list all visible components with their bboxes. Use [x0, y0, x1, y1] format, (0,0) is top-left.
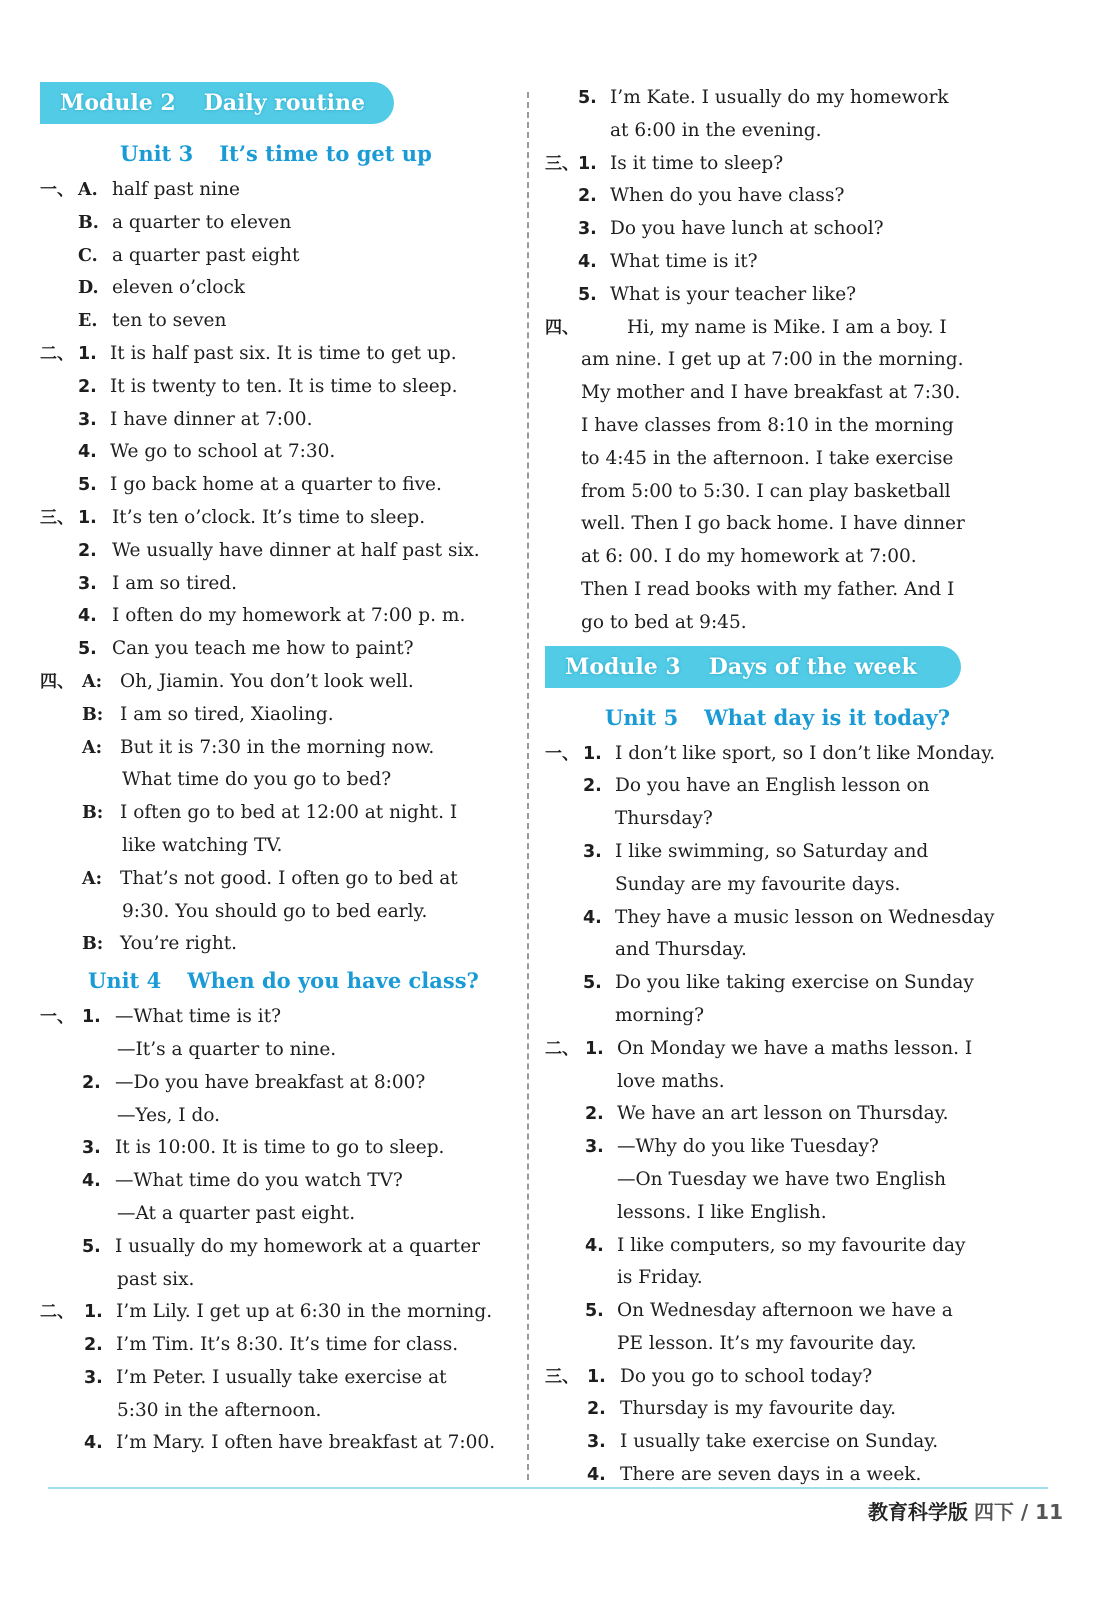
answer-text: I am so tired. — [112, 572, 238, 594]
answer-text: It is half past six. It is time to get up. — [110, 342, 457, 364]
answer-text: We go to school at 7:30. — [110, 441, 336, 463]
answer-line — [545, 180, 1020, 213]
answer-line — [545, 115, 1020, 148]
answer-text: Then I read books with my father. And I — [581, 578, 955, 600]
answer-line — [545, 148, 1020, 181]
answer-text: What time do you go to bed? — [122, 769, 392, 791]
answer-line — [40, 1132, 520, 1165]
answer-text: We usually have dinner at half past six. — [112, 539, 480, 561]
answer-text: lessons. I like English. — [617, 1201, 827, 1223]
answer-line — [40, 1067, 520, 1100]
answer-text: am nine. I get up at 7:00 in the morning. — [581, 349, 964, 371]
item-number: 4. — [583, 907, 602, 928]
item-number: 1. — [78, 343, 97, 364]
answer-text: They have a music lesson on Wednesday — [615, 906, 995, 928]
answer-line — [40, 535, 520, 568]
answer-text: I’m Lily. I get up at 6:30 in the morning. — [116, 1301, 493, 1323]
answer-line — [40, 436, 520, 469]
item-number: 1. — [578, 153, 597, 174]
answer-line — [40, 1034, 520, 1067]
answer-text: But it is 7:30 in the morning now. — [120, 736, 435, 758]
answer-text: at 6: 00. I do my homework at 7:00. — [581, 546, 917, 568]
answer-line — [545, 1000, 1020, 1033]
answer-text: I usually do my homework at a quarter — [115, 1235, 481, 1257]
section-number: 三、 — [545, 1366, 579, 1387]
answer-line — [40, 830, 520, 863]
answer-text: —At a quarter past eight. — [117, 1202, 356, 1224]
answer-line — [40, 600, 520, 633]
answer-line — [40, 469, 520, 502]
module-title: Days of the week — [708, 653, 917, 680]
item-number: 4. — [84, 1433, 103, 1454]
answer-text: On Wednesday afternoon we have a — [617, 1300, 953, 1322]
item-number: 5. — [578, 88, 597, 108]
item-number: A: — [82, 868, 103, 889]
answer-line — [545, 738, 1020, 771]
answer-text: When do you have class? — [610, 185, 845, 207]
module-title: Daily routine — [203, 90, 365, 116]
item-number: 2. — [585, 1104, 604, 1125]
module-banner — [40, 82, 394, 124]
answer-text: PE lesson. It’s my favourite day. — [617, 1332, 917, 1354]
answer-text: and Thursday. — [615, 939, 747, 961]
answer-line — [545, 1361, 1020, 1394]
answer-line — [545, 476, 1020, 509]
item-number: B. — [78, 212, 99, 233]
answer-line — [40, 1427, 520, 1460]
section-number: 三、 — [545, 153, 579, 174]
item-number: 3. — [583, 841, 602, 862]
answer-line — [545, 1164, 1020, 1197]
item-number: 3. — [578, 219, 597, 240]
exercise-section-4 — [545, 312, 1020, 640]
answer-text: 5:30 in the afternoon. — [117, 1399, 322, 1421]
item-number: 2. — [84, 1335, 103, 1356]
exercise-section-2 — [40, 338, 520, 502]
answer-line — [545, 1033, 1020, 1066]
answer-text: My mother and I have breakfast at 7:30. — [581, 382, 961, 404]
answer-line — [40, 1264, 520, 1297]
answer-text: It is 10:00. It is time to go to sleep. — [115, 1137, 445, 1159]
module-banner — [545, 646, 961, 688]
answer-line — [545, 934, 1020, 967]
answer-line — [545, 508, 1020, 541]
answer-line — [40, 1296, 520, 1329]
answer-line — [40, 896, 520, 929]
unit-label: Unit 3 — [120, 141, 194, 166]
answer-line — [40, 174, 520, 207]
publisher-label: 教育科学版 — [867, 1500, 968, 1524]
item-number: 2. — [587, 1399, 606, 1420]
answer-text: —Why do you like Tuesday? — [617, 1136, 879, 1158]
answer-line — [545, 1197, 1020, 1230]
item-number: A: — [82, 671, 103, 692]
answer-text: Sunday are my favourite days. — [615, 873, 901, 895]
answer-text: Do you have lunch at school? — [610, 218, 884, 240]
answer-line — [40, 1231, 520, 1264]
answer-text: It’s ten o’clock. It’s time to sleep. — [112, 506, 426, 528]
item-number: 4. — [578, 251, 597, 272]
item-number: 3. — [78, 409, 97, 430]
answer-line — [40, 1362, 520, 1395]
answer-line — [40, 240, 520, 273]
answer-text: I’m Tim. It’s 8:30. It’s time for class. — [116, 1334, 459, 1356]
answer-text: —Yes, I do. — [117, 1104, 221, 1126]
answer-text: I like computers, so my favourite day — [617, 1234, 966, 1256]
page-footer — [868, 1496, 1063, 1525]
section-number: 一、 — [40, 180, 74, 200]
answer-text: I am so tired, Xiaoling. — [120, 703, 334, 725]
answer-text: a quarter past eight — [112, 244, 300, 266]
answer-text: half past nine — [112, 179, 240, 200]
answer-text: Do you go to school today? — [620, 1365, 873, 1387]
right-column — [545, 82, 1020, 1492]
answer-line — [545, 82, 1020, 115]
item-number: A. — [78, 180, 98, 200]
answer-line — [40, 1395, 520, 1428]
item-number: 2. — [78, 540, 97, 561]
answer-text: 9:30. You should go to bed early. — [122, 900, 428, 922]
answer-text: Do you have an English lesson on — [615, 775, 930, 797]
item-number: 4. — [78, 606, 97, 627]
answer-line — [545, 246, 1020, 279]
answer-line — [545, 1295, 1020, 1328]
answer-text: Is it time to sleep? — [610, 152, 784, 174]
answer-text: Do you like taking exercise on Sunday — [615, 972, 974, 994]
item-number: 3. — [84, 1367, 103, 1388]
item-number: 4. — [78, 442, 97, 463]
answer-text: Hi, my name is Mike. I am a boy. I — [627, 316, 947, 338]
answer-line — [40, 666, 520, 699]
answer-line — [545, 869, 1020, 902]
unit-label: Unit 4 — [88, 968, 162, 994]
answer-text: There are seven days in a week. — [620, 1464, 922, 1486]
item-number: 5. — [78, 475, 97, 496]
item-number: 3. — [82, 1138, 101, 1159]
answer-line — [545, 836, 1020, 869]
item-number: 5. — [583, 973, 602, 994]
answer-line — [40, 1165, 520, 1198]
answer-line — [40, 797, 520, 830]
exercise-section-2 — [545, 1033, 1020, 1361]
section-number: 四、 — [545, 317, 579, 338]
item-number: 1. — [78, 507, 97, 528]
answer-line — [545, 1131, 1020, 1164]
answer-text: well. Then I go back home. I have dinner — [581, 513, 965, 535]
answer-line — [545, 574, 1020, 607]
page-number: 四下 / 11 — [973, 1500, 1063, 1524]
answer-line — [40, 732, 520, 765]
answer-line — [545, 607, 1020, 640]
answer-text: That’s not good. I often go to bed at — [120, 867, 458, 889]
section-number: 二、 — [545, 1038, 579, 1059]
answer-line — [545, 1098, 1020, 1131]
column-divider — [527, 92, 529, 1480]
module-number: Module 3 — [565, 653, 681, 680]
item-number: 1. — [82, 1007, 101, 1028]
answer-text: I go back home at a quarter to five. — [110, 474, 442, 496]
item-number: B: — [82, 704, 104, 725]
exercise-section-2-continued — [545, 82, 1020, 148]
answer-text: a quarter to eleven — [112, 211, 292, 233]
exercise-section-2 — [40, 1296, 520, 1460]
answer-line — [40, 1198, 520, 1231]
item-number: 2. — [578, 186, 597, 207]
answer-text: What time is it? — [610, 250, 758, 272]
unit-label: Unit 5 — [605, 704, 679, 730]
answer-line — [40, 863, 520, 896]
item-number: 3. — [587, 1432, 606, 1453]
answer-line — [545, 312, 1020, 345]
answer-text: We have an art lesson on Thursday. — [617, 1103, 949, 1125]
exercise-section-1 — [40, 1001, 520, 1296]
answer-line — [545, 213, 1020, 246]
item-number: 1. — [585, 1038, 604, 1059]
answer-text: —What time is it? — [115, 1006, 282, 1028]
exercise-section-3 — [40, 502, 520, 666]
item-number: 4. — [82, 1171, 101, 1192]
item-number: D. — [78, 278, 99, 299]
answer-text: I often go to bed at 12:00 at night. I — [120, 802, 458, 824]
answer-line — [40, 764, 520, 797]
answer-text: On Monday we have a maths lesson. I — [617, 1037, 973, 1059]
item-number: 2. — [82, 1072, 101, 1093]
unit-title: What day is it today? — [704, 704, 951, 730]
answer-text: to 4:45 in the afternoon. I take exercise — [581, 447, 954, 469]
answer-text: I have classes from 8:10 in the morning — [581, 414, 954, 436]
answer-text: I’m Kate. I usually do my homework — [610, 87, 949, 108]
answer-text: I’m Mary. I often have breakfast at 7:00. — [116, 1432, 496, 1454]
item-number: 4. — [587, 1465, 606, 1486]
section-number: 二、 — [40, 343, 74, 364]
answer-line — [40, 1329, 520, 1362]
unit-title: When do you have class? — [187, 968, 479, 994]
unit-heading — [40, 961, 520, 1001]
answer-line — [40, 928, 520, 961]
item-number: 5. — [578, 284, 597, 305]
answer-line — [545, 902, 1020, 935]
answer-line — [40, 568, 520, 601]
answer-text: I usually take exercise on Sunday. — [620, 1431, 939, 1453]
answer-line — [545, 1426, 1020, 1459]
item-number: 2. — [78, 376, 97, 397]
item-number: 3. — [585, 1137, 604, 1158]
answer-line — [40, 404, 520, 437]
answer-text: Oh, Jiamin. You don’t look well. — [120, 670, 414, 692]
answer-text: You’re right. — [120, 933, 238, 955]
item-number: B: — [82, 803, 104, 824]
item-number: 3. — [78, 573, 97, 594]
answer-text: I like swimming, so Saturday and — [615, 840, 929, 862]
answer-text: ten to seven — [112, 310, 227, 332]
answer-line — [545, 1230, 1020, 1263]
item-number: 1. — [583, 743, 602, 764]
answer-text: Thursday is my favourite day. — [620, 1398, 897, 1420]
exercise-section-3 — [545, 148, 1020, 312]
answer-line — [545, 803, 1020, 836]
answer-text: past six. — [117, 1268, 195, 1290]
exercise-section-3 — [545, 1361, 1020, 1492]
section-number: 二、 — [40, 1302, 74, 1323]
answer-line — [545, 377, 1020, 410]
answer-line — [545, 344, 1020, 377]
answer-text: I have dinner at 7:00. — [110, 408, 313, 430]
answer-line — [40, 371, 520, 404]
answer-text: like watching TV. — [122, 834, 283, 856]
item-number: 5. — [78, 639, 97, 660]
item-number: 5. — [585, 1301, 604, 1322]
section-number: 三、 — [40, 507, 74, 528]
unit-title: It’s time to get up — [219, 141, 432, 166]
answer-text: It is twenty to ten. It is time to sleep. — [110, 375, 458, 397]
answer-text: at 6:00 in the evening. — [610, 119, 822, 141]
answer-line — [40, 272, 520, 305]
left-column — [40, 82, 520, 1460]
answer-line — [40, 305, 520, 338]
answer-line — [40, 1001, 520, 1034]
answer-line — [40, 633, 520, 666]
answer-text: Can you teach me how to paint? — [112, 638, 414, 660]
answer-text: Thursday? — [615, 808, 713, 830]
answer-text: —It’s a quarter to nine. — [117, 1038, 337, 1060]
answer-text: —Do you have breakfast at 8:00? — [115, 1071, 426, 1093]
answer-text: —What time do you watch TV? — [115, 1170, 403, 1192]
answer-text: from 5:00 to 5:30. I can play basketball — [581, 480, 951, 502]
exercise-section-1 — [40, 174, 520, 338]
unit-heading — [40, 134, 520, 174]
answer-line — [545, 410, 1020, 443]
section-number: 一、 — [545, 743, 579, 764]
answer-text: is Friday. — [617, 1267, 703, 1289]
module-number: Module 2 — [60, 90, 176, 116]
answer-text: What is your teacher like? — [610, 283, 857, 305]
answer-line — [40, 338, 520, 371]
exercise-section-4 — [40, 666, 520, 961]
answer-line — [545, 1393, 1020, 1426]
answer-line — [545, 279, 1020, 312]
unit-heading — [545, 698, 1020, 738]
answer-text: eleven o’clock — [112, 277, 246, 299]
section-number: 四、 — [40, 671, 74, 692]
answer-line — [40, 1100, 520, 1133]
item-number: 1. — [84, 1302, 103, 1323]
answer-text: I don’t like sport, so I don’t like Monday. — [615, 742, 996, 764]
answer-line — [40, 207, 520, 240]
item-number: B: — [82, 934, 104, 955]
answer-line — [545, 443, 1020, 476]
answer-text: I often do my homework at 7:00 p. m. — [112, 605, 466, 627]
answer-line — [40, 502, 520, 535]
answer-text: go to bed at 9:45. — [581, 611, 747, 633]
section-number: 一、 — [40, 1007, 74, 1028]
answer-text: love maths. — [617, 1070, 725, 1092]
answer-line — [40, 699, 520, 732]
item-number: A: — [82, 737, 103, 758]
item-number: E. — [78, 311, 98, 332]
item-number: 1. — [587, 1366, 606, 1387]
item-number: C. — [78, 245, 98, 266]
answer-line — [545, 1328, 1020, 1361]
answer-line — [545, 541, 1020, 574]
answer-text: I’m Peter. I usually take exercise at — [116, 1366, 447, 1388]
answer-text: morning? — [615, 1004, 705, 1026]
footer-rule — [48, 1487, 1048, 1489]
item-number: 4. — [585, 1235, 604, 1256]
answer-line — [545, 1262, 1020, 1295]
item-number: 2. — [583, 776, 602, 797]
answer-text: —On Tuesday we have two English — [617, 1168, 947, 1190]
answer-line — [545, 1066, 1020, 1099]
answer-line — [545, 967, 1020, 1000]
exercise-section-1 — [545, 738, 1020, 1033]
item-number: 5. — [82, 1236, 101, 1257]
answer-line — [545, 770, 1020, 803]
